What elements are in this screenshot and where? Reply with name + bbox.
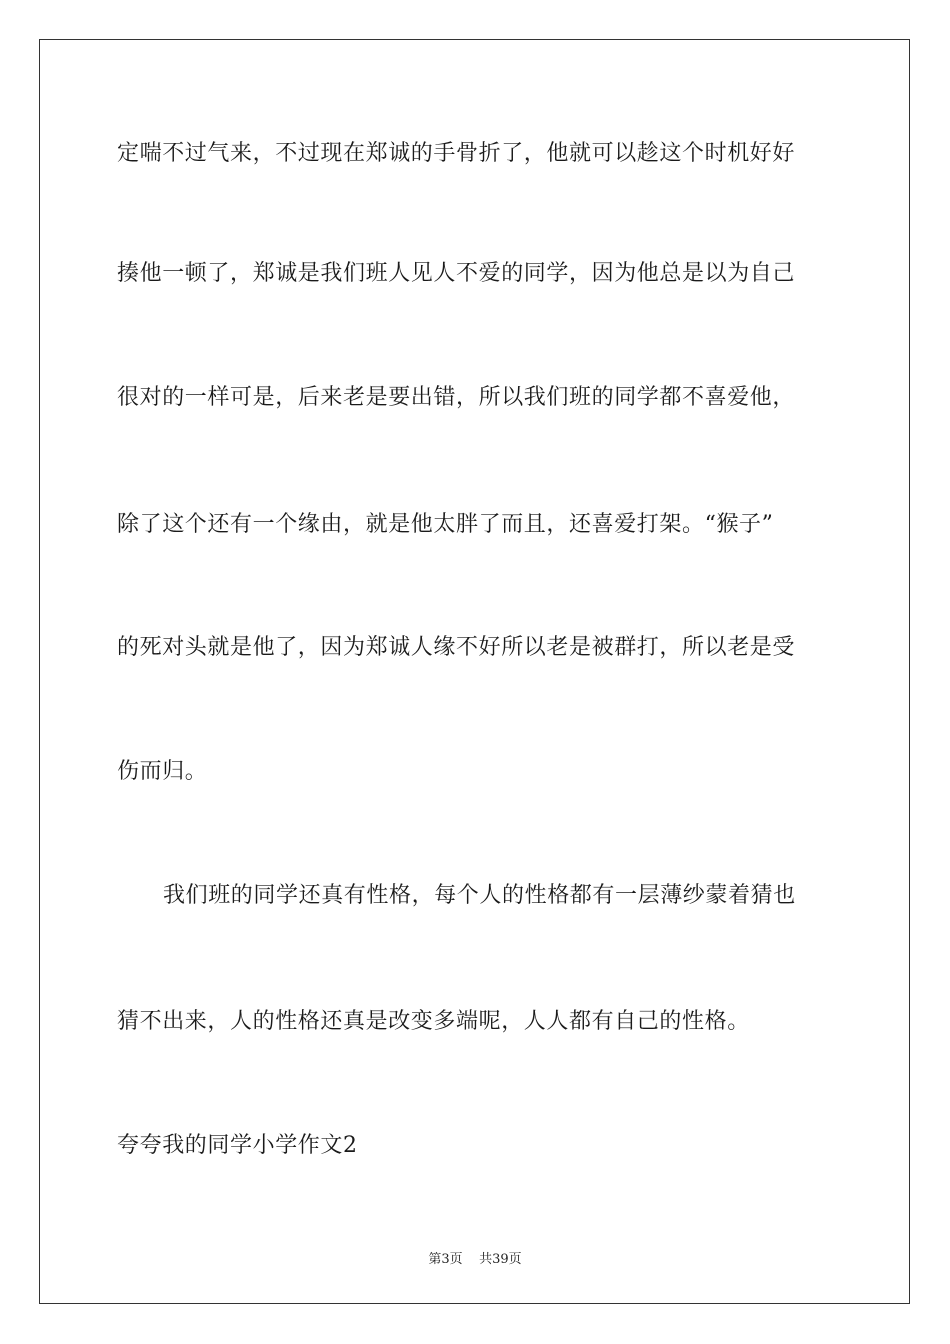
paragraph-line-6: 伤而归。: [117, 759, 208, 784]
paragraph-line-8: 猜不出来，人的性格还真是改变多端呢，人人都有自己的性格。: [117, 1009, 750, 1034]
page-total: 共39页: [479, 1252, 522, 1267]
paragraph-line-5: 的死对头就是他了，因为郑诚人缘不好所以老是被群打，所以老是受: [117, 635, 796, 660]
section-heading: 夸夸我的同学小学作文2: [117, 1133, 358, 1158]
paragraph-line-7: 我们班的同学还真有性格，每个人的性格都有一层薄纱蒙着猜也: [163, 883, 796, 908]
paragraph-line-2: 揍他一顿了，郑诚是我们班人见人不爱的同学，因为他总是以为自己: [117, 261, 796, 286]
page-number: 第3页: [428, 1252, 463, 1267]
paragraph-line-1: 定喘不过气来，不过现在郑诚的手骨折了，他就可以趁这个时机好好: [117, 141, 796, 166]
page-footer: [0, 1248, 950, 1267]
paragraph-line-3: 很对的一样可是，后来老是要出错，所以我们班的同学都不喜爱他，: [117, 385, 796, 410]
page-border: [39, 39, 910, 1304]
paragraph-line-4: 除了这个还有一个缘由，就是他太胖了而且，还喜爱打架。“猴子”: [117, 512, 774, 537]
